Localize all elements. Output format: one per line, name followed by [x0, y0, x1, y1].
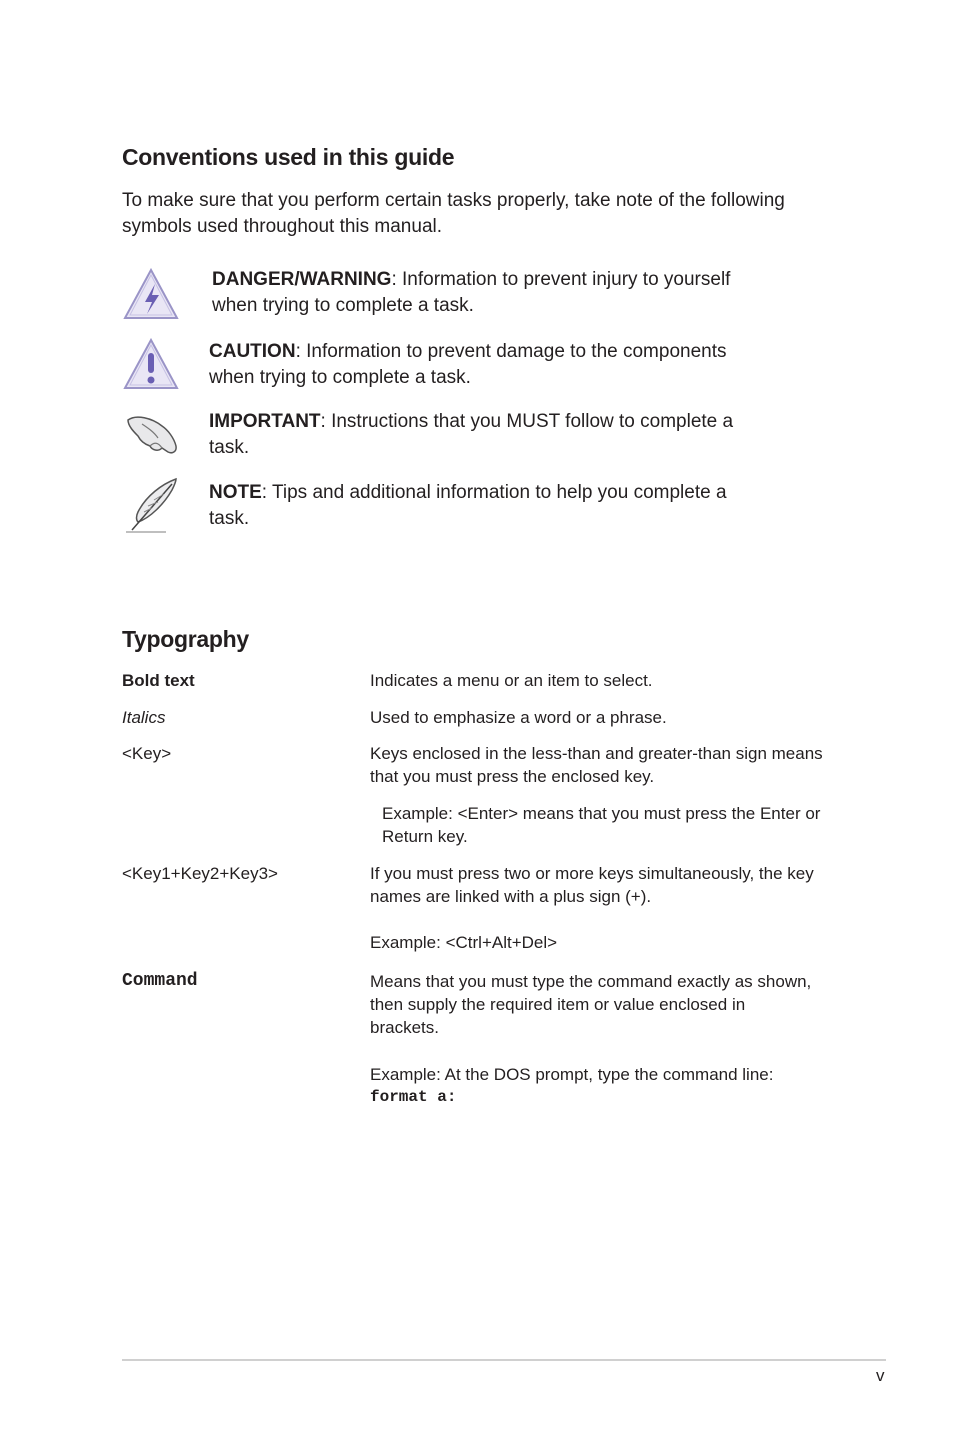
desc-line-1: Means that you must type the command exactly as shown,	[370, 972, 812, 991]
typography-label-key-combo: <Key1+Key2+Key3>	[122, 864, 278, 883]
typography-example-key	[382, 802, 842, 848]
notice-label: IMPORTANT	[209, 411, 321, 432]
typography-label-command: Command	[122, 971, 198, 991]
desc-line-2: names are linked with a plus sign (+).	[370, 887, 652, 906]
notice-text-line-2: task.	[209, 437, 250, 458]
intro-line-1: To make sure that you perform certain tasks properly, take note of the following	[122, 190, 785, 211]
desc-line-2: that you must press the enclosed key.	[370, 767, 655, 786]
notice-important	[209, 409, 769, 461]
notice-text: : Tips and additional information to help you complete a	[261, 482, 727, 503]
note-feather-icon	[122, 476, 180, 534]
desc-line-1: If you must press two or more keys simultaneously, the key	[370, 864, 814, 883]
conventions-heading: Conventions used in this guide	[122, 144, 455, 170]
typography-desc-italics: Used to emphasize a word or a phrase.	[370, 708, 667, 727]
notice-label: CAUTION	[209, 341, 296, 362]
caution-icon	[122, 336, 180, 394]
typography-label-bold: Bold text	[122, 671, 195, 690]
notice-text-line-2: when trying to complete a task.	[209, 367, 471, 388]
example-line-1: Example: At the DOS prompt, type the command line:	[370, 1065, 774, 1084]
typography-label-key: <Key>	[122, 744, 172, 763]
desc-line-1: Keys enclosed in the less-than and greater-than sign means	[370, 744, 823, 763]
danger-warning-icon	[122, 266, 180, 324]
notice-text: : Instructions that you MUST follow to complete a	[320, 411, 734, 432]
typography-example-command	[370, 1063, 840, 1109]
notice-label: NOTE	[209, 482, 262, 503]
conventions-intro	[122, 188, 822, 240]
desc-line-3: brackets.	[370, 1018, 439, 1037]
notice-text-line-2: task.	[209, 508, 250, 529]
footer-divider	[122, 1359, 886, 1361]
example-line-1: Example: <Enter> means that you must press the Enter or	[382, 804, 821, 823]
notice-note	[209, 480, 769, 532]
example-code: format a:	[370, 1088, 457, 1106]
page-number: v	[876, 1366, 885, 1385]
intro-line-2: symbols used throughout this manual.	[122, 216, 443, 237]
typography-desc-command	[370, 970, 840, 1039]
typography-desc-bold: Indicates a menu or an item to select.	[370, 671, 653, 690]
important-hand-icon	[122, 406, 180, 464]
typography-desc-key-combo	[370, 862, 840, 908]
desc-line-2: then supply the required item or value enclosed in	[370, 995, 746, 1014]
example-line-2: Return key.	[382, 827, 468, 846]
notice-text: : Information to prevent injury to yourself	[391, 269, 731, 290]
typography-desc-key	[370, 742, 840, 788]
notice-label: DANGER/WARNING	[212, 269, 392, 290]
typography-heading: Typography	[122, 626, 249, 652]
notice-danger-warning	[212, 267, 772, 319]
notice-text: : Information to prevent damage to the components	[295, 341, 727, 362]
notice-text-line-2: when trying to complete a task.	[212, 295, 474, 316]
notice-caution	[209, 339, 769, 391]
typography-label-italics: Italics	[122, 708, 166, 727]
typography-example-key-combo: Example: <Ctrl+Alt+Del>	[370, 933, 558, 952]
